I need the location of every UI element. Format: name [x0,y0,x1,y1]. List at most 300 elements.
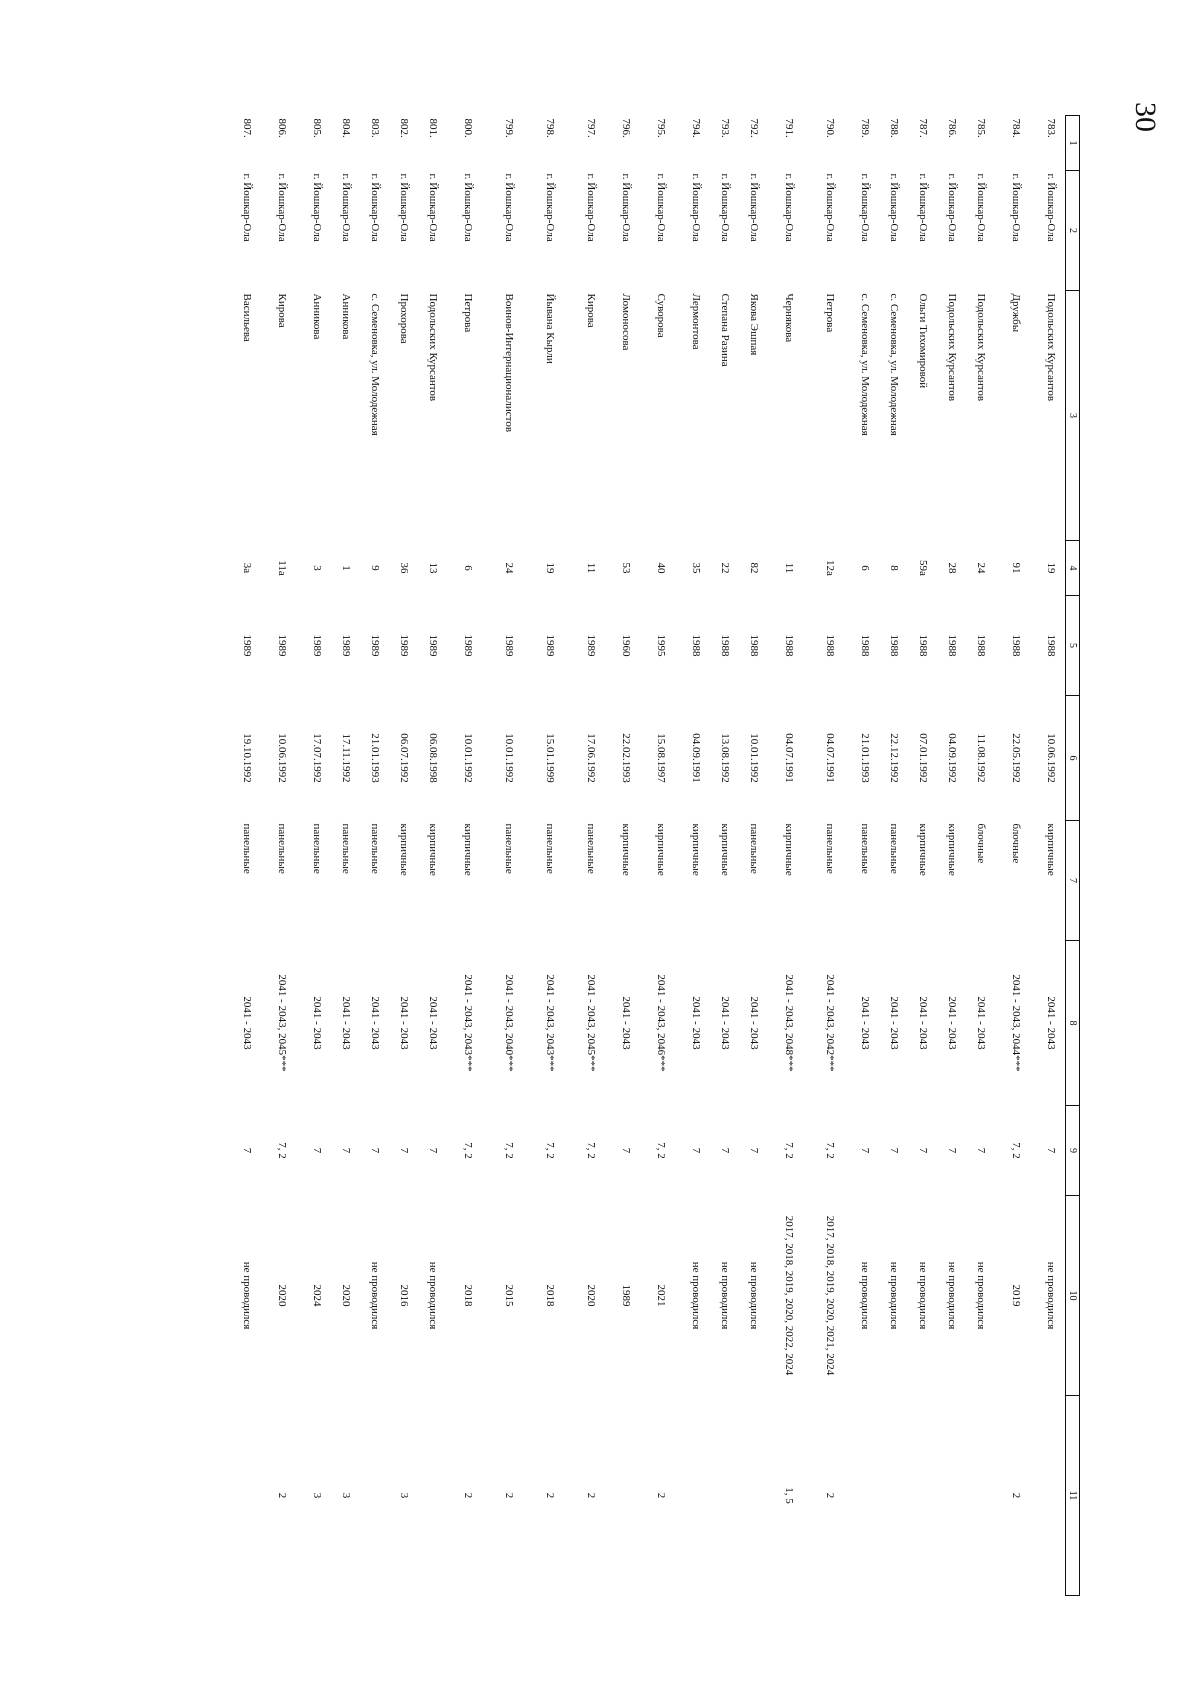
row-number: 798. [544,118,556,138]
column-number: 10 [1066,1196,1080,1396]
street-cell: Якова Эшпая [748,293,760,356]
year-built-cell: 1988 [719,634,731,657]
value-cell [966,1396,995,1596]
street-cell: Воинов-Интернационалистов [503,293,515,433]
year-built-cell: 1988 [690,634,702,657]
city-cell: г. Йошкар-Ола [276,173,288,242]
city-cell: г. Йошкар-Ола [241,173,253,242]
interval-cell: 7, 2 [824,1142,836,1159]
street-cell: Прохорова [398,293,410,344]
commissioning-date-cell: 06.08.1998 [427,733,439,783]
table-row [447,116,488,1596]
house-number-cell: 35 [690,562,702,574]
value-cell [850,1396,879,1596]
street-cell: Суворова [655,293,667,338]
last-repair-cell: не проводился [369,1261,381,1330]
year-built-cell: 1988 [1010,634,1022,657]
house-number-cell: 11 [585,562,597,574]
house-number-cell: 6 [859,565,871,571]
repair-period-cell: 2041 - 2043, 2046*** [655,974,667,1072]
interval-cell: 7, 2 [503,1142,515,1159]
last-repair-cell: не проводился [719,1261,731,1330]
table-row [966,116,995,1596]
value-cell [418,1396,447,1596]
repair-period-cell: 2041 - 2043, 2048*** [783,974,795,1072]
house-number-cell: 40 [655,562,667,574]
commissioning-date-cell: 04.09.1991 [690,733,702,783]
wall-material-cell: панельные [369,823,381,874]
street-cell: Петрова [462,293,474,333]
repair-period-cell: 2041 - 2043 [719,996,731,1050]
repair-period-cell: 2041 - 2043 [340,996,352,1050]
row-number: 797. [585,118,597,138]
row-number: 792. [748,118,760,138]
page-number: 30 [1129,102,1162,132]
interval-cell: 7 [1045,1147,1057,1154]
row-number: 785. [975,118,987,138]
column-number: 1 [1066,116,1080,171]
repair-period-cell: 2041 - 2043 [398,996,410,1050]
table-row [261,116,302,1596]
value-cell: 2 [655,1492,667,1499]
column-number: 7 [1066,821,1080,941]
city-cell: г. Йошкар-Ола [620,173,632,242]
value-cell: 2 [1010,1492,1022,1499]
table-row [302,116,331,1596]
street-cell: Ломоносова [620,293,632,351]
column-number: 11 [1066,1396,1080,1596]
row-number: 800. [462,118,474,138]
year-built-cell: 1988 [783,634,795,657]
interval-cell: 7 [311,1147,323,1154]
city-cell: г. Йошкар-Ола [748,173,760,242]
year-built-cell: 1988 [859,634,871,657]
table-row [570,116,611,1596]
wall-material-cell: панельные [276,823,288,874]
house-number-cell: 9 [369,565,381,571]
last-repair-cell: 2021 [655,1284,667,1307]
street-cell: Анникова [311,293,323,340]
value-cell: 2 [276,1492,288,1499]
house-number-cell: 19 [544,562,556,574]
house-number-cell: 24 [503,562,515,574]
value-cell: 1, 5 [783,1487,795,1504]
repair-period-cell: 2041 - 2043, 2045*** [585,974,597,1072]
year-built-cell: 1988 [824,634,836,657]
city-cell: г. Йошкар-Ола [544,173,556,242]
repair-period-cell: 2041 - 2043 [975,996,987,1050]
repair-period-cell: 2041 - 2043, 2043*** [462,974,474,1072]
wall-material-cell: кирпичные [1045,823,1057,876]
street-cell: Лермонтова [690,293,702,350]
house-number-cell: 13 [427,562,439,574]
commissioning-date-cell: 13.08.1992 [719,733,731,783]
repair-period-cell: 2041 - 2043 [946,996,958,1050]
street-cell: Йывана Кырли [544,293,556,364]
wall-material-cell: панельные [544,823,556,874]
year-built-cell: 1960 [620,634,632,657]
value-cell [908,1396,937,1596]
last-repair-cell: 2019 [1010,1284,1022,1307]
table-row [768,116,809,1596]
commissioning-date-cell: 22.02.1993 [620,733,632,783]
repair-period-cell: 2041 - 2043 [859,996,871,1050]
row-number: 805. [311,118,323,138]
house-number-cell: 22 [719,562,731,574]
wall-material-cell: кирпичные [462,823,474,876]
interval-cell: 7 [748,1147,760,1154]
last-repair-cell: 2018 [462,1284,474,1307]
column-number: 8 [1066,941,1080,1106]
year-built-cell: 1988 [1045,634,1057,657]
wall-material-cell: кирпичные [655,823,667,876]
street-cell: Подольских Курсантов [975,293,987,402]
year-built-cell: 1989 [503,634,515,657]
year-built-cell: 1988 [946,634,958,657]
wall-material-cell: кирпичные [946,823,958,876]
interval-cell: 7 [859,1147,871,1154]
table-row [1036,116,1066,1596]
table-row [389,116,418,1596]
row-number: 799. [503,118,515,138]
commissioning-date-cell: 10.06.1992 [1045,733,1057,783]
interval-cell: 7 [398,1147,410,1154]
row-number: 784. [1010,118,1022,138]
wall-material-cell: кирпичные [917,823,929,876]
commissioning-date-cell: 04.07.1991 [824,733,836,783]
year-built-cell: 1988 [975,634,987,657]
year-built-cell: 1988 [917,634,929,657]
last-repair-cell: не проводился [888,1261,900,1330]
interval-cell: 7, 2 [462,1142,474,1159]
house-number-cell: 8 [888,565,900,571]
value-cell [739,1396,768,1596]
last-repair-cell: не проводился [748,1261,760,1330]
value-cell: 2 [544,1492,556,1499]
last-repair-cell: 2020 [340,1284,352,1307]
commissioning-date-cell: 10.01.1992 [462,733,474,783]
value-cell [681,1396,710,1596]
city-cell: г. Йошкар-Ола [888,173,900,242]
street-cell: Петрова [824,293,836,333]
row-number: 783. [1045,118,1057,138]
house-number-cell: 12а [824,560,836,576]
value-cell: 2 [503,1492,515,1499]
year-built-cell: 1989 [427,634,439,657]
value-cell: 2 [824,1492,836,1499]
repair-period-cell: 2041 - 2043, 2040*** [503,974,515,1072]
row-number: 807. [241,118,253,138]
row-number: 788. [888,118,900,138]
repair-period-cell: 2041 - 2043, 2043*** [544,974,556,1072]
interval-cell: 7 [917,1147,929,1154]
interval-cell: 7, 2 [276,1142,288,1159]
house-number-cell: 11 [783,562,795,574]
wall-material-cell: панельные [859,823,871,874]
interval-cell: 7 [946,1147,958,1154]
column-number: 5 [1066,596,1080,696]
repair-period-cell: 2041 - 2043, 2045*** [276,974,288,1072]
table-row [739,116,768,1596]
street-cell: Подольских Курсантов [1045,293,1057,402]
year-built-cell: 1989 [311,634,323,657]
city-cell: г. Йошкар-Ола [462,173,474,242]
house-number-cell: 53 [620,562,632,574]
wall-material-cell: кирпичные [719,823,731,876]
row-number: 796. [620,118,632,138]
table-row [418,116,447,1596]
commissioning-date-cell: 04.09.1992 [946,733,958,783]
street-cell: с. Семеновка, ул. Молодежная [859,293,871,436]
interval-cell: 7, 2 [1010,1142,1022,1159]
commissioning-date-cell: 15.01.1999 [544,733,556,783]
street-cell: Анникова [340,293,352,340]
street-cell: Степана Разина [719,293,731,367]
last-repair-cell: 2020 [276,1284,288,1307]
column-number: 3 [1066,291,1080,541]
street-cell: Дружбы [1010,293,1022,333]
last-repair-cell: 2020 [585,1284,597,1307]
column-number: 9 [1066,1106,1080,1196]
repair-period-cell: 2041 - 2043, 2042*** [824,974,836,1072]
city-cell: г. Йошкар-Ола [655,173,667,242]
city-cell: г. Йошкар-Ола [690,173,702,242]
wall-material-cell: панельные [824,823,836,874]
city-cell: г. Йошкар-Ола [503,173,515,242]
house-number-cell: 3 [311,565,323,571]
repair-period-cell: 2041 - 2043 [369,996,381,1050]
table-rotator [220,115,1080,1595]
value-cell [1036,1396,1066,1596]
value-cell: 3 [311,1492,323,1499]
year-built-cell: 1989 [398,634,410,657]
value-cell [611,1396,640,1596]
value-cell: 3 [398,1492,410,1499]
column-number: 4 [1066,541,1080,596]
house-number-cell: 1 [340,565,352,571]
house-number-cell: 6 [462,565,474,571]
column-number: 2 [1066,171,1080,291]
street-cell: Подольских Курсантов [946,293,958,402]
city-cell: г. Йошкар-Ола [369,173,381,242]
repair-period-cell: 2041 - 2043 [748,996,760,1050]
last-repair-cell: не проводился [859,1261,871,1330]
table-row [360,116,389,1596]
city-cell: г. Йошкар-Ола [946,173,958,242]
house-number-cell: 3а [241,562,253,574]
commissioning-date-cell: 19.10.1992 [241,733,253,783]
city-cell: г. Йошкар-Ола [719,173,731,242]
interval-cell: 7 [888,1147,900,1154]
repair-period-cell: 2041 - 2043 [690,996,702,1050]
repair-period-cell: 2041 - 2043 [241,996,253,1050]
table-row [232,116,261,1596]
commissioning-date-cell: 04.07.1991 [783,733,795,783]
table-row [908,116,937,1596]
table-row [937,116,966,1596]
repair-period-cell: 2041 - 2043 [917,996,929,1050]
value-cell [232,1396,261,1596]
value-cell: 3 [340,1492,352,1499]
table-row [710,116,739,1596]
commissioning-date-cell: 15.08.1997 [655,733,667,783]
interval-cell: 7, 2 [655,1142,667,1159]
city-cell: г. Йошкар-Ола [975,173,987,242]
year-built-cell: 1988 [748,634,760,657]
street-cell: Подольских Курсантов [427,293,439,402]
wall-material-cell: кирпичные [427,823,439,876]
city-cell: г. Йошкар-Ола [340,173,352,242]
table-row [850,116,879,1596]
commissioning-date-cell: 17.07.1992 [311,733,323,783]
interval-cell: 7, 2 [783,1142,795,1159]
table-row [640,116,681,1596]
wall-material-cell: кирпичные [690,823,702,876]
last-repair-cell: не проводился [1045,1261,1057,1330]
last-repair-cell: не проводился [917,1261,929,1330]
city-cell: г. Йошкар-Ола [917,173,929,242]
year-built-cell: 1989 [241,634,253,657]
value-cell [937,1396,966,1596]
value-cell [360,1396,389,1596]
repair-period-cell: 2041 - 2043, 2044*** [1010,974,1022,1072]
table-row [529,116,570,1596]
last-repair-cell: 2018 [544,1284,556,1307]
row-number: 803. [369,118,381,138]
interval-cell: 7 [719,1147,731,1154]
street-cell: с. Семеновка, ул. Молодежная [888,293,900,436]
interval-cell: 7 [620,1147,632,1154]
last-repair-cell: не проводился [690,1261,702,1330]
commissioning-date-cell: 22.12.1992 [888,733,900,783]
table-row [879,116,908,1596]
street-cell: Васильева [241,293,253,342]
street-cell: Кирова [585,293,597,328]
value-cell: 2 [462,1492,474,1499]
interval-cell: 7 [975,1147,987,1154]
wall-material-cell: кирпичные [398,823,410,876]
last-repair-cell: не проводился [427,1261,439,1330]
street-cell: Ольги Тихомировой [917,293,929,389]
year-built-cell: 1989 [544,634,556,657]
city-cell: г. Йошкар-Ола [311,173,323,242]
year-built-cell: 1995 [655,634,667,657]
interval-cell: 7 [690,1147,702,1154]
last-repair-cell: 2017, 2018, 2019, 2020, 2021, 2024 [824,1215,836,1376]
last-repair-cell: 2016 [398,1284,410,1307]
row-number: 804. [340,118,352,138]
row-number: 802. [398,118,410,138]
commissioning-date-cell: 17.11.1992 [340,733,352,783]
repair-period-cell: 2041 - 2043 [888,996,900,1050]
wall-material-cell: панельные [888,823,900,874]
year-built-cell: 1989 [276,634,288,657]
house-number-cell: 19 [1045,562,1057,574]
city-cell: г. Йошкар-Ола [783,173,795,242]
house-number-cell: 59а [917,560,929,576]
interval-cell: 7, 2 [544,1142,556,1159]
commissioning-date-cell: 10.01.1992 [748,733,760,783]
house-number-cell: 24 [975,562,987,574]
row-number: 794. [690,118,702,138]
city-cell: г. Йошкар-Ола [427,173,439,242]
year-built-cell: 1989 [585,634,597,657]
table-row [488,116,529,1596]
last-repair-cell: не проводился [241,1261,253,1330]
column-number-row [1066,116,1080,1596]
house-number-cell: 91 [1010,562,1022,574]
row-number: 806. [276,118,288,138]
interval-cell: 7, 2 [585,1142,597,1159]
commissioning-date-cell: 06.07.1992 [398,733,410,783]
last-repair-cell: не проводился [946,1261,958,1330]
wall-material-cell: панельные [311,823,323,874]
city-cell: г. Йошкар-Ола [398,173,410,242]
repair-period-cell: 2041 - 2043 [1045,996,1057,1050]
row-number: 801. [427,118,439,138]
wall-material-cell: панельные [241,823,253,874]
house-number-cell: 28 [946,562,958,574]
table-row [995,116,1036,1596]
city-cell: г. Йошкар-Ола [585,173,597,242]
row-number: 793. [719,118,731,138]
year-built-cell: 1989 [462,634,474,657]
year-built-cell: 1989 [369,634,381,657]
row-number: 790. [824,118,836,138]
street-cell: с. Семеновка, ул. Молодежная [369,293,381,436]
commissioning-date-cell: 21.01.1993 [369,733,381,783]
wall-material-cell: блочные [975,823,987,864]
interval-cell: 7 [340,1147,352,1154]
column-number: 6 [1066,696,1080,821]
wall-material-cell: панельные [340,823,352,874]
street-cell: Чернякова [783,293,795,343]
repair-period-cell: 2041 - 2043 [427,996,439,1050]
wall-material-cell: панельные [585,823,597,874]
last-repair-cell: 2024 [311,1284,323,1307]
last-repair-cell: 2017, 2018, 2019, 2020, 2022, 2024 [783,1215,795,1376]
row-number: 791. [783,118,795,138]
wall-material-cell: кирпичные [620,823,632,876]
interval-cell: 7 [369,1147,381,1154]
row-number: 786. [946,118,958,138]
table-row [809,116,850,1596]
row-number: 787. [917,118,929,138]
commissioning-date-cell: 10.06.1992 [276,733,288,783]
table-row [331,116,360,1596]
city-cell: г. Йошкар-Ола [1045,173,1057,242]
commissioning-date-cell: 21.01.1993 [859,733,871,783]
table-row [681,116,710,1596]
city-cell: г. Йошкар-Ола [859,173,871,242]
wall-material-cell: блочные [1010,823,1022,864]
wall-material-cell: панельные [503,823,515,874]
wall-material-cell: кирпичные [783,823,795,876]
commissioning-date-cell: 07.01.1992 [917,733,929,783]
city-cell: г. Йошкар-Ола [824,173,836,242]
value-cell [710,1396,739,1596]
last-repair-cell: 1989 [620,1284,632,1307]
year-built-cell: 1988 [888,634,900,657]
last-repair-cell: 2015 [503,1284,515,1307]
repair-period-cell: 2041 - 2043 [620,996,632,1050]
last-repair-cell: не проводился [975,1261,987,1330]
street-cell: Кирова [276,293,288,328]
repair-period-cell: 2041 - 2043 [311,996,323,1050]
row-number: 789. [859,118,871,138]
house-number-cell: 11а [276,560,288,576]
table-row [611,116,640,1596]
